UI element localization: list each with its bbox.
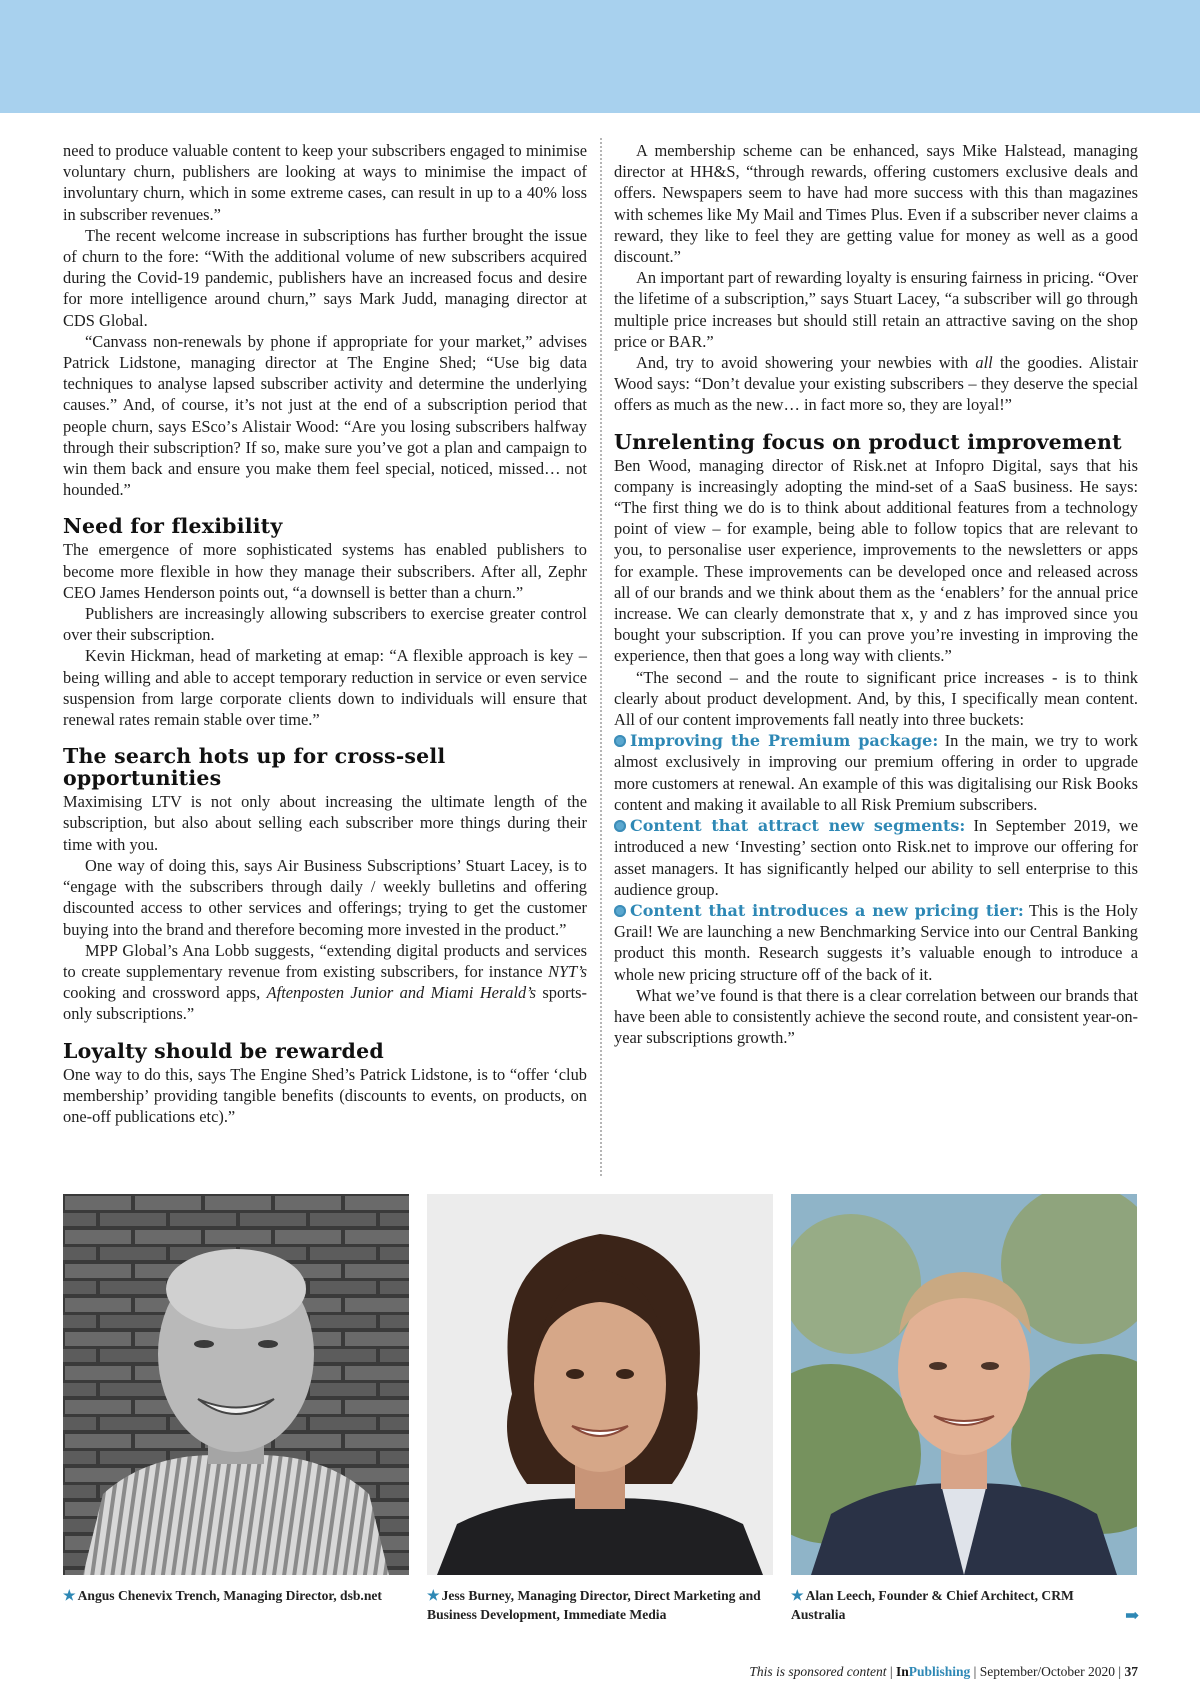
paragraph: “The second – and the route to significant price increases - is to think clearly about product development. And, by this, I specifically mean content. All of our content improvements fall neatly into three buckets:	[614, 667, 1138, 730]
italic-text: NYT’s	[548, 961, 587, 981]
paragraph: One way of doing this, says Air Business Subscriptions’ Stuart Lacey, is to “engage with the subscribers through daily / weekly bulletins and offering discounted access to other services and offerings; trying to get the customer buying into the brand and therefore becoming more invested in the product.”	[63, 855, 587, 939]
paragraph: A membership scheme can be enhanced, says Mike Halstead, managing director at HH&S, “through rewards, offering customers exclusive deals and offers. Newspapers seem to have had more success with this than magazines with schemes like My Mail and Times Plus. Even if a subscriber never claims a reward, they like to feel they are getting value for money as well as a good discount.”	[614, 141, 1138, 267]
bullet-item	[614, 730, 1138, 815]
bullet-text: In the main, we try to work almost exclusively in improving our premium offering in order to upgrade more customers at renewal. An example of this was digitalising our Risk Books content and making it available to all Risk Premium subscribers.	[614, 731, 1138, 814]
issue-date: September/October 2020	[979, 1664, 1116, 1679]
bullet-label: Content that attract new segments:	[630, 816, 966, 836]
bullet-dot-icon	[614, 820, 626, 832]
right-column	[614, 140, 1138, 1048]
photo-caption	[427, 1587, 773, 1624]
italic-text: Aftenposten Junior and Miami Herald’s	[266, 983, 536, 1003]
caption-text: Angus Chenevix Trench, Managing Director, dsb.net	[77, 1588, 382, 1603]
paragraph: One way to do this, says The Engine Shed’s Patrick Lidstone, is to “offer ‘club membership’ providing tangible benefits (discounts to events, on products, on one-off publications etc).”	[63, 1064, 587, 1126]
paragraph: The emergence of more sophisticated systems has enabled publishers to become more flexible in how they manage their subscribers. After all, Zephr CEO James Henderson points out, “a downsell is better than a churn.”	[63, 540, 587, 602]
photo-caption	[63, 1587, 409, 1606]
italic-text: all	[975, 353, 993, 373]
page-footer	[749, 1664, 1138, 1680]
heading-flexibility: Need for flexibility	[63, 514, 283, 539]
bullet-label: Content that introduces a new pricing tier:	[630, 900, 1024, 920]
text-run: MPP Global’s Ana Lobb suggests, “extending digital products and services to create supplementary revenue from existing subscribers, for instance	[63, 940, 587, 981]
paragraph: need to produce valuable content to keep your subscribers engaged to minimise voluntary churn, publishers are looking at ways to minimise the impact of involuntary churn, which in some extreme cases, can result in up to a 40% loss in subscriber revenues.”	[63, 141, 587, 224]
heading-loyalty: Loyalty should be rewarded	[63, 1038, 384, 1063]
paragraph: “Canvass non-renewals by phone if appropriate for your market,” advises Patrick Lidstone, managing director at The Engine Shed; “Use big data techniques to analyse lapsed subscriber activity and determine the underlying causes.” And, of course, it’s not just at the end of a subscription period that people churn, says EScо’s Alistair Wood: “Are you losing subscribers halfway through their subscription? If so, make sure you’ve got a plan and campaign to win them back and ensure you make them feel special, noticed, missed… not hounded.”	[63, 331, 587, 500]
bullet-item	[614, 900, 1138, 985]
text-run: the goodies. Alistair Wood says: “Don’t devalue your existing subscribers – they deserve the special offers as much as the new… in fact more so, they are loyal!”	[614, 353, 1138, 415]
portrait-photo-angus	[63, 1194, 409, 1575]
continue-arrow-icon[interactable]: ➡	[1125, 1606, 1140, 1625]
sponsored-note: This is sponsored content	[749, 1664, 887, 1679]
heading-cross-sell: The search hots up for cross-sell opportunities	[63, 744, 446, 791]
text-run: sports-only subscriptions.”	[63, 983, 588, 1024]
portrait-photo-jess	[427, 1194, 773, 1575]
paragraph: An important part of rewarding loyalty is ensuring fairness in pricing. “Over the lifetime of a subscription,” says Stuart Lacey, “a subscriber will go through multiple price increases but should still retain an attractive saving on the shop price or BAR.”	[614, 268, 1138, 351]
brand-in: In	[895, 1664, 909, 1679]
paragraph	[63, 940, 587, 1025]
header-banner	[0, 0, 1200, 113]
text-run: And, try to avoid showering your newbies with	[636, 353, 976, 373]
paragraph: Ben Wood, managing director of Risk.net at Infopro Digital, says that his company is increasingly adopting the mind-set of a SaaS business. He says: “The first thing we do is to think about additional features from a technology point of view – for example, being able to follow topics that are relevant to you, to personalise user experience, improvements to the newsletters or apps for example. These improvements can be developed once and released across all of our brands and we think about them as the ‘enablers’ for the annual price increase. We can clearly demonstrate that x, y and z has improved since you bought your subscription. If you can prove you’re investing in improving the experience, then that goes a long way with clients.”	[614, 455, 1138, 666]
star-icon: ★	[791, 1589, 804, 1604]
caption-text: Alan Leech, Founder & Chief Architect, CRM Australia	[791, 1588, 1074, 1622]
star-icon: ★	[427, 1589, 440, 1604]
portrait-photo-alan	[791, 1194, 1137, 1575]
paragraph: Kevin Hickman, head of marketing at emap: “A flexible approach is key – being willing and able to accept temporary reduction in service or even service suspension from large corporate clients down to individuals will ensure that renewal rates remain stable over time.”	[63, 646, 587, 730]
separator: |	[973, 1664, 980, 1679]
text-run: cooking and crossword apps,	[63, 983, 267, 1003]
paragraph: Maximising LTV is not only about increasing the ultimate length of the subscription, but also about selling each subscriber more things during their time with you.	[63, 792, 587, 854]
paragraph: Publishers are increasingly allowing subscribers to exercise greater control over their subscription.	[63, 604, 587, 645]
heading-product-improvement: Unrelenting focus on product improvement	[614, 429, 1122, 454]
paragraph	[614, 352, 1138, 416]
brand-publishing: Publishing	[908, 1664, 971, 1679]
bullet-label: Improving the Premium package:	[630, 731, 939, 751]
separator: |	[889, 1664, 896, 1679]
photo-caption	[791, 1587, 1111, 1624]
separator: |	[1118, 1664, 1125, 1679]
bullet-text: This is the Holy Grail! We are launching a new Benchmarking Service into our Central Banking product this month. Research suggests it’s valuable enough to introduce a whole new pricing structure off of the back of it.	[614, 900, 1138, 984]
left-column	[63, 140, 587, 1127]
column-divider	[600, 138, 602, 1176]
bullet-dot-icon	[614, 905, 626, 917]
paragraph: What we’ve found is that there is a clear correlation between our brands that have been able to consistently achieve the second route, and consistent year-on-year subscriptions growth.”	[614, 985, 1138, 1048]
caption-text: Jess Burney, Managing Director, Direct Marketing and Business Development, Immediate Media	[427, 1588, 761, 1622]
bullet-text: In September 2019, we introduced a new ‘Investing’ section onto Risk.net to improve our offering for asset managers. It has significantly helped our ability to sell enterprise to this audience group.	[614, 816, 1138, 899]
bullet-dot-icon	[614, 735, 626, 747]
bullet-item	[614, 815, 1138, 900]
page-number: 37	[1124, 1664, 1138, 1679]
paragraph: The recent welcome increase in subscriptions has further brought the issue of churn to the fore: “With the additional volume of new subscribers acquired during the Covid-19 pandemic, publishers have an increased focus and desire for more intelligence around churn,” says Mark Judd, managing director at CDS Global.	[63, 225, 587, 330]
star-icon: ★	[63, 1589, 76, 1604]
